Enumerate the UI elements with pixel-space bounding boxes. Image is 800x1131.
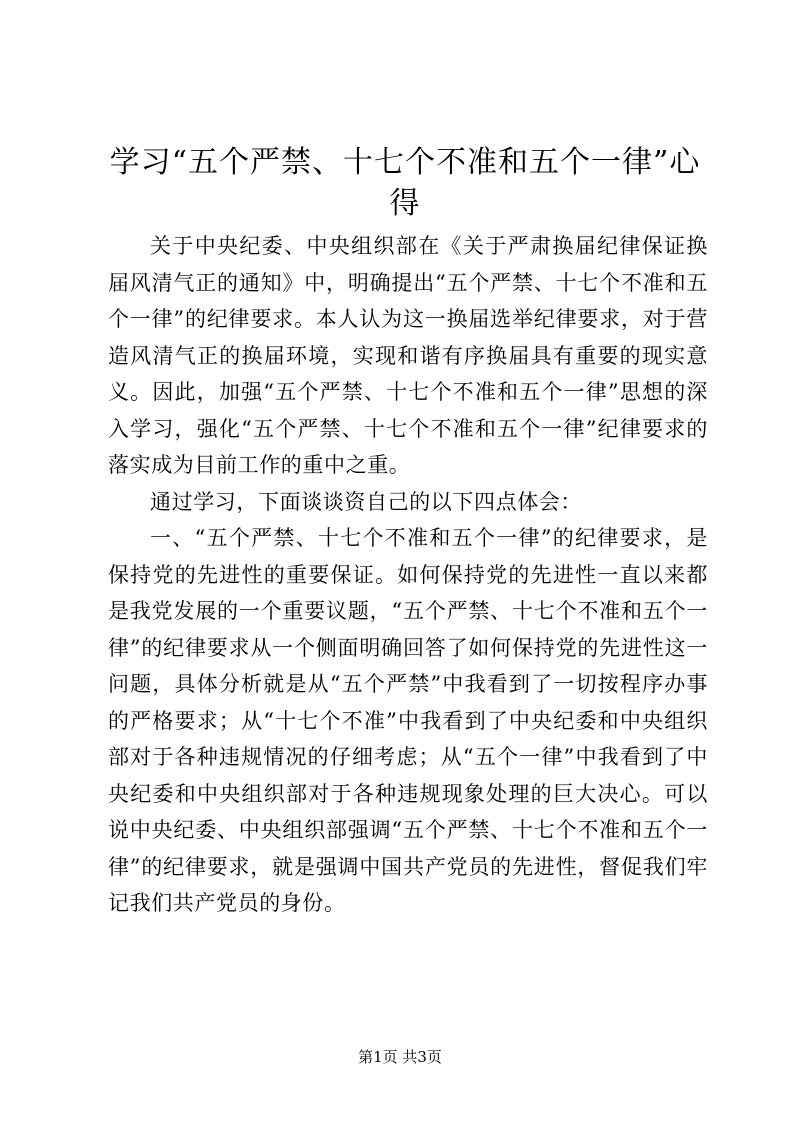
document-body <box>108 228 708 922</box>
document-title: 学习“五个严禁、十七个不准和五个一律”心得 <box>109 145 701 221</box>
paragraph-intro: 关于中央纪委、中央组织部在《关于严肃换届纪律保证换届风清气正的通知》中，明确提出“五个严禁、十七个不准和五个一律”的纪律要求。本人认为这一换届选举纪律要求，对于营造风清气正的换届环境，实现和谐有序换届具有重要的现实意义。因此，加强“五个严禁、十七个不准和五个一律”思想的深入学习，强化“五个严禁、十七个不准和五个一律”纪律要求的落实成为目前工作的重中之重。 <box>108 234 708 477</box>
paragraph-point-one: 一、“五个严禁、十七个不准和五个一律”的纪律要求，是保持党的先进性的重要保证。如何保持党的先进性一直以来都是我党发展的一个重要议题，“五个严禁、十七个不准和五个一律”的纪律要求从一个侧面明确回答了如何保持党的先进性这一问题，具体分析就是从“五个严禁”中我看到了一切按程序办事的严格要求；从“十七个不准”中我看到了中央纪委和中央组织部对于各种违规情况的仔细考虑；从“五个一律”中我看到了中央纪委和中央组织部对于各种违规现象处理的巨大决心。可以说中央纪委、中央组织部强调“五个严禁、十七个不准和五个一律”的纪律要求，就是强调中国共产党员的先进性，督促我们牢记我们共产党员的身份。 <box>108 526 708 915</box>
paragraph-transition: 通过学习，下面谈谈资自己的以下四点体会： <box>150 489 582 514</box>
page-number-footer: 第1页 共3页 <box>358 1048 442 1066</box>
